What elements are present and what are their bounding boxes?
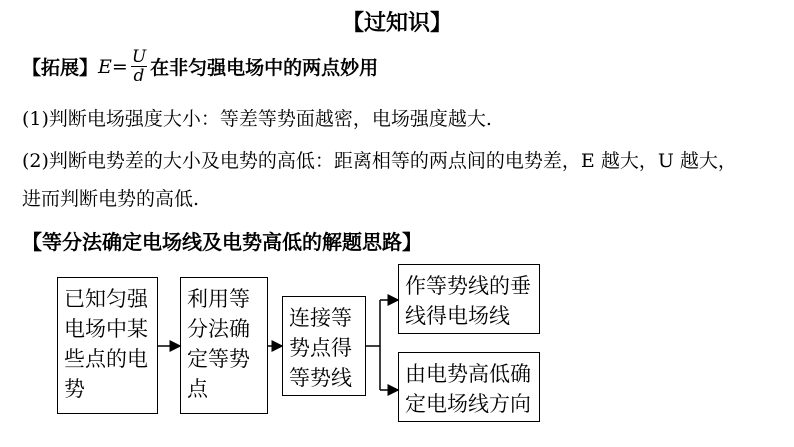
point-2: (2)判断电势差的大小及电势的高低：距离相等的两点间的电势差，E 越大，U 越大， — [22, 150, 737, 172]
flow-box-equal-division: 利用等分法确定等势点 — [180, 277, 268, 414]
formula-denominator: d — [133, 66, 145, 86]
extension-text: 在非匀强电场中的两点妙用 — [150, 57, 379, 79]
formula-numerator: U — [131, 47, 147, 67]
flow-heading: 【等分法确定电场线及电势高低的解题思路】 — [22, 230, 422, 254]
point-1: (1)判断电场强度大小：等差等势面越密，电场强度越大. — [22, 108, 492, 130]
flow-box-known-potentials: 已知匀强电场中某些点的电势 — [57, 277, 158, 414]
flow-box-field-line: 作等势线的垂线得电场线 — [398, 264, 540, 334]
section-title: 【过知识】 — [341, 11, 452, 36]
point-2-continued: 进而判断电势的高低. — [22, 188, 200, 210]
formula-lhs: E= — [98, 55, 128, 78]
flow-box-equipotential-line: 连接等势点得等势线 — [282, 296, 366, 396]
flow-box-field-direction: 由电势高低确定电场线方向 — [398, 352, 540, 422]
extension-tag: 【拓展】 — [22, 57, 99, 79]
